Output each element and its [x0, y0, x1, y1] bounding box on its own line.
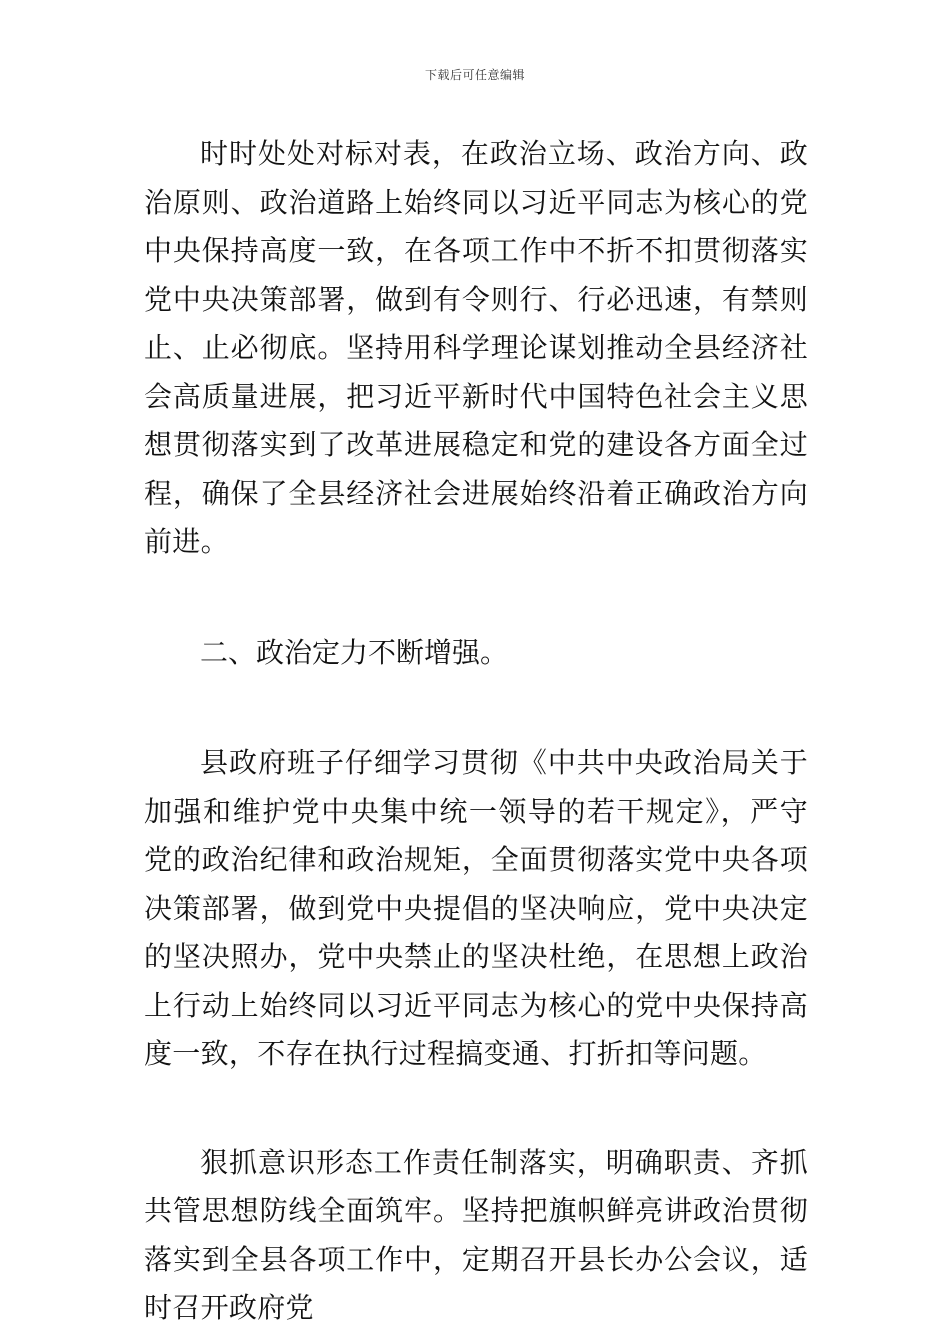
document-body [144, 130, 808, 1333]
paragraph-ideology-responsibility: 狠抓意识形态工作责任制落实，明确职责、齐抓共管思想防线全面筑牢。坚持把旗帜鲜亮讲政治贯彻落实到全县各项工作中，定期召开县长办公会议，适时召开政府党 [144, 1145, 808, 1324]
paragraph-political-discipline: 县政府班子仔细学习贯彻《中共中央政治局关于加强和维护党中央集中统一领导的若干规定》，严守党的政治纪律和政治规矩，全面贯彻落实党中央各项决策部署，做到党中央提倡的坚决响应，党中央决定的坚决照办，党中央禁止的坚决杜绝，在思想上政治上行动上始终同以习近平同志为核心的党中央保持高度一致，不存在执行过程搞变通、打折扣等问题。 [144, 746, 808, 1070]
section-heading: 二、政治定力不断增强。 [200, 635, 509, 669]
paragraph-political-alignment: 时时处处对标对表，在政治立场、政治方向、政治原则、政治道路上始终同以习近平同志为核心的党中央保持高度一致，在各项工作中不折不扣贯彻落实党中央决策部署，做到有令则行、行必迅速，有禁则止、止必彻底。坚持用科学理论谋划推动全县经济社会高质量进展，把习近平新时代中国特色社会主义思想贯彻落实到了改革进展稳定和党的建设各方面全过程，确保了全县经济社会进展始终沿着正确政治方向前进。 [144, 137, 808, 558]
header-note: 下载后可任意编辑 [424, 68, 525, 82]
